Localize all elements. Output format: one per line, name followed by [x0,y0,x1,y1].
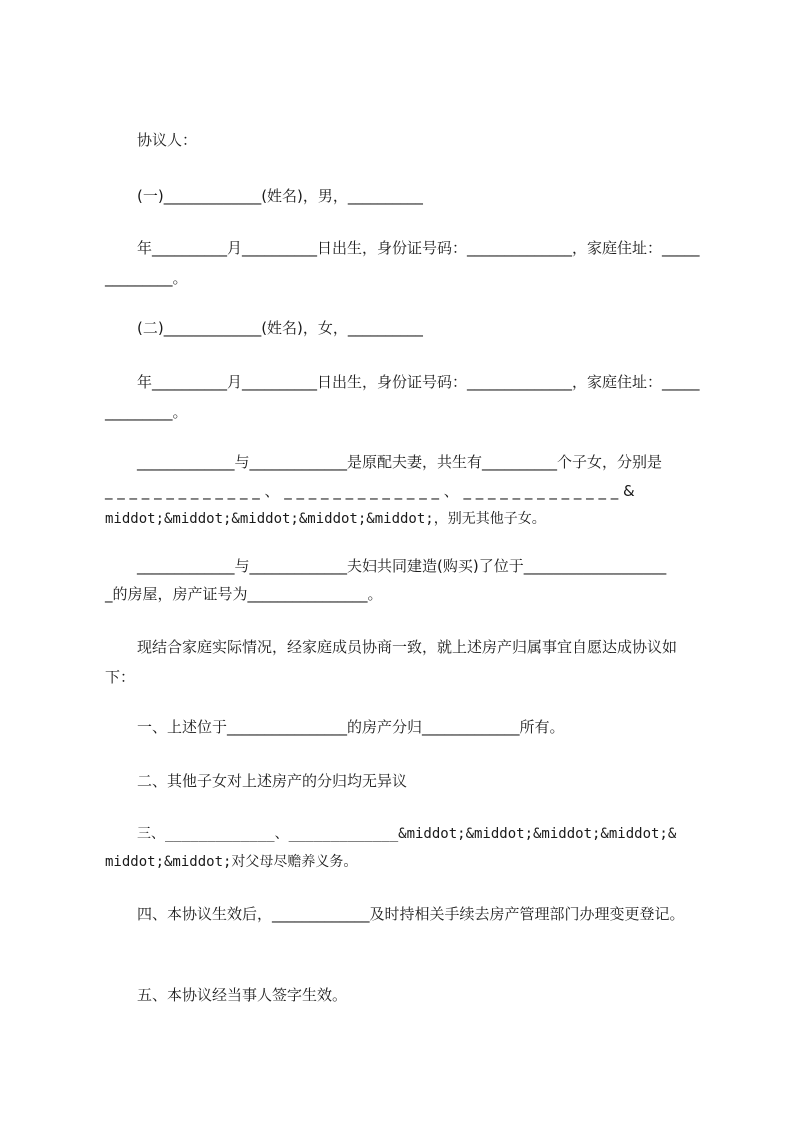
children-line-1: _____________与_____________是原配夫妻，共生有__________个子女，分别是 [137,453,663,471]
party-2-birth-line: 年__________月__________日出生，身份证号码：______________，家庭住址：______________。 [105,373,700,421]
clause-1: 一、上述位于________________的房产分归_____________所有。 [137,718,565,736]
clause-5: 五、本协议经当事人签字生效。 [137,986,348,1004]
clause-4: 四、本协议生效后，_____________及时持相关手续去房产管理部门办理变更登记。 [137,905,685,923]
party-1-line: (一)_____________(姓名)，男，__________ [137,187,423,205]
children-line-2: _ _ _ _ _ _ _ _ _ _ _ _ _ 、 _ _ _ _ _ _ _ _ _ _ _ _ _ 、 _ _ _ _ _ _ _ _ _ _ _ _ _ & [105,482,635,500]
children-line-3: middot;&middot;&middot;&middot;&middot;，别无其他子女。 [105,511,546,527]
clause-3-line-1: 三、_____________、_____________&middot;&middot;&middot;&middot;& [137,826,677,842]
clause-2: 二、其他子女对上述房产的分归均无异议 [137,772,408,790]
party-2-line: (二)_____________(姓名)，女，__________ [137,319,423,337]
agreement-intro: 现结合家庭实际情况，经家庭成员协商一致，就上述房产归属事宜自愿达成协议如下： [105,638,678,686]
house-line-1: _____________与_____________夫妇共同建造(购买)了位于___________________ [137,557,667,575]
parties-heading: 协议人： [137,131,198,149]
party-1-birth-line: 年__________月__________日出生，身份证号码：______________，家庭住址：______________。 [105,239,700,287]
clause-3-line-2: middot;&middot;对父母尽赡养义务。 [105,854,358,870]
house-line-2: _的房屋，房产证号为________________。 [105,585,383,603]
